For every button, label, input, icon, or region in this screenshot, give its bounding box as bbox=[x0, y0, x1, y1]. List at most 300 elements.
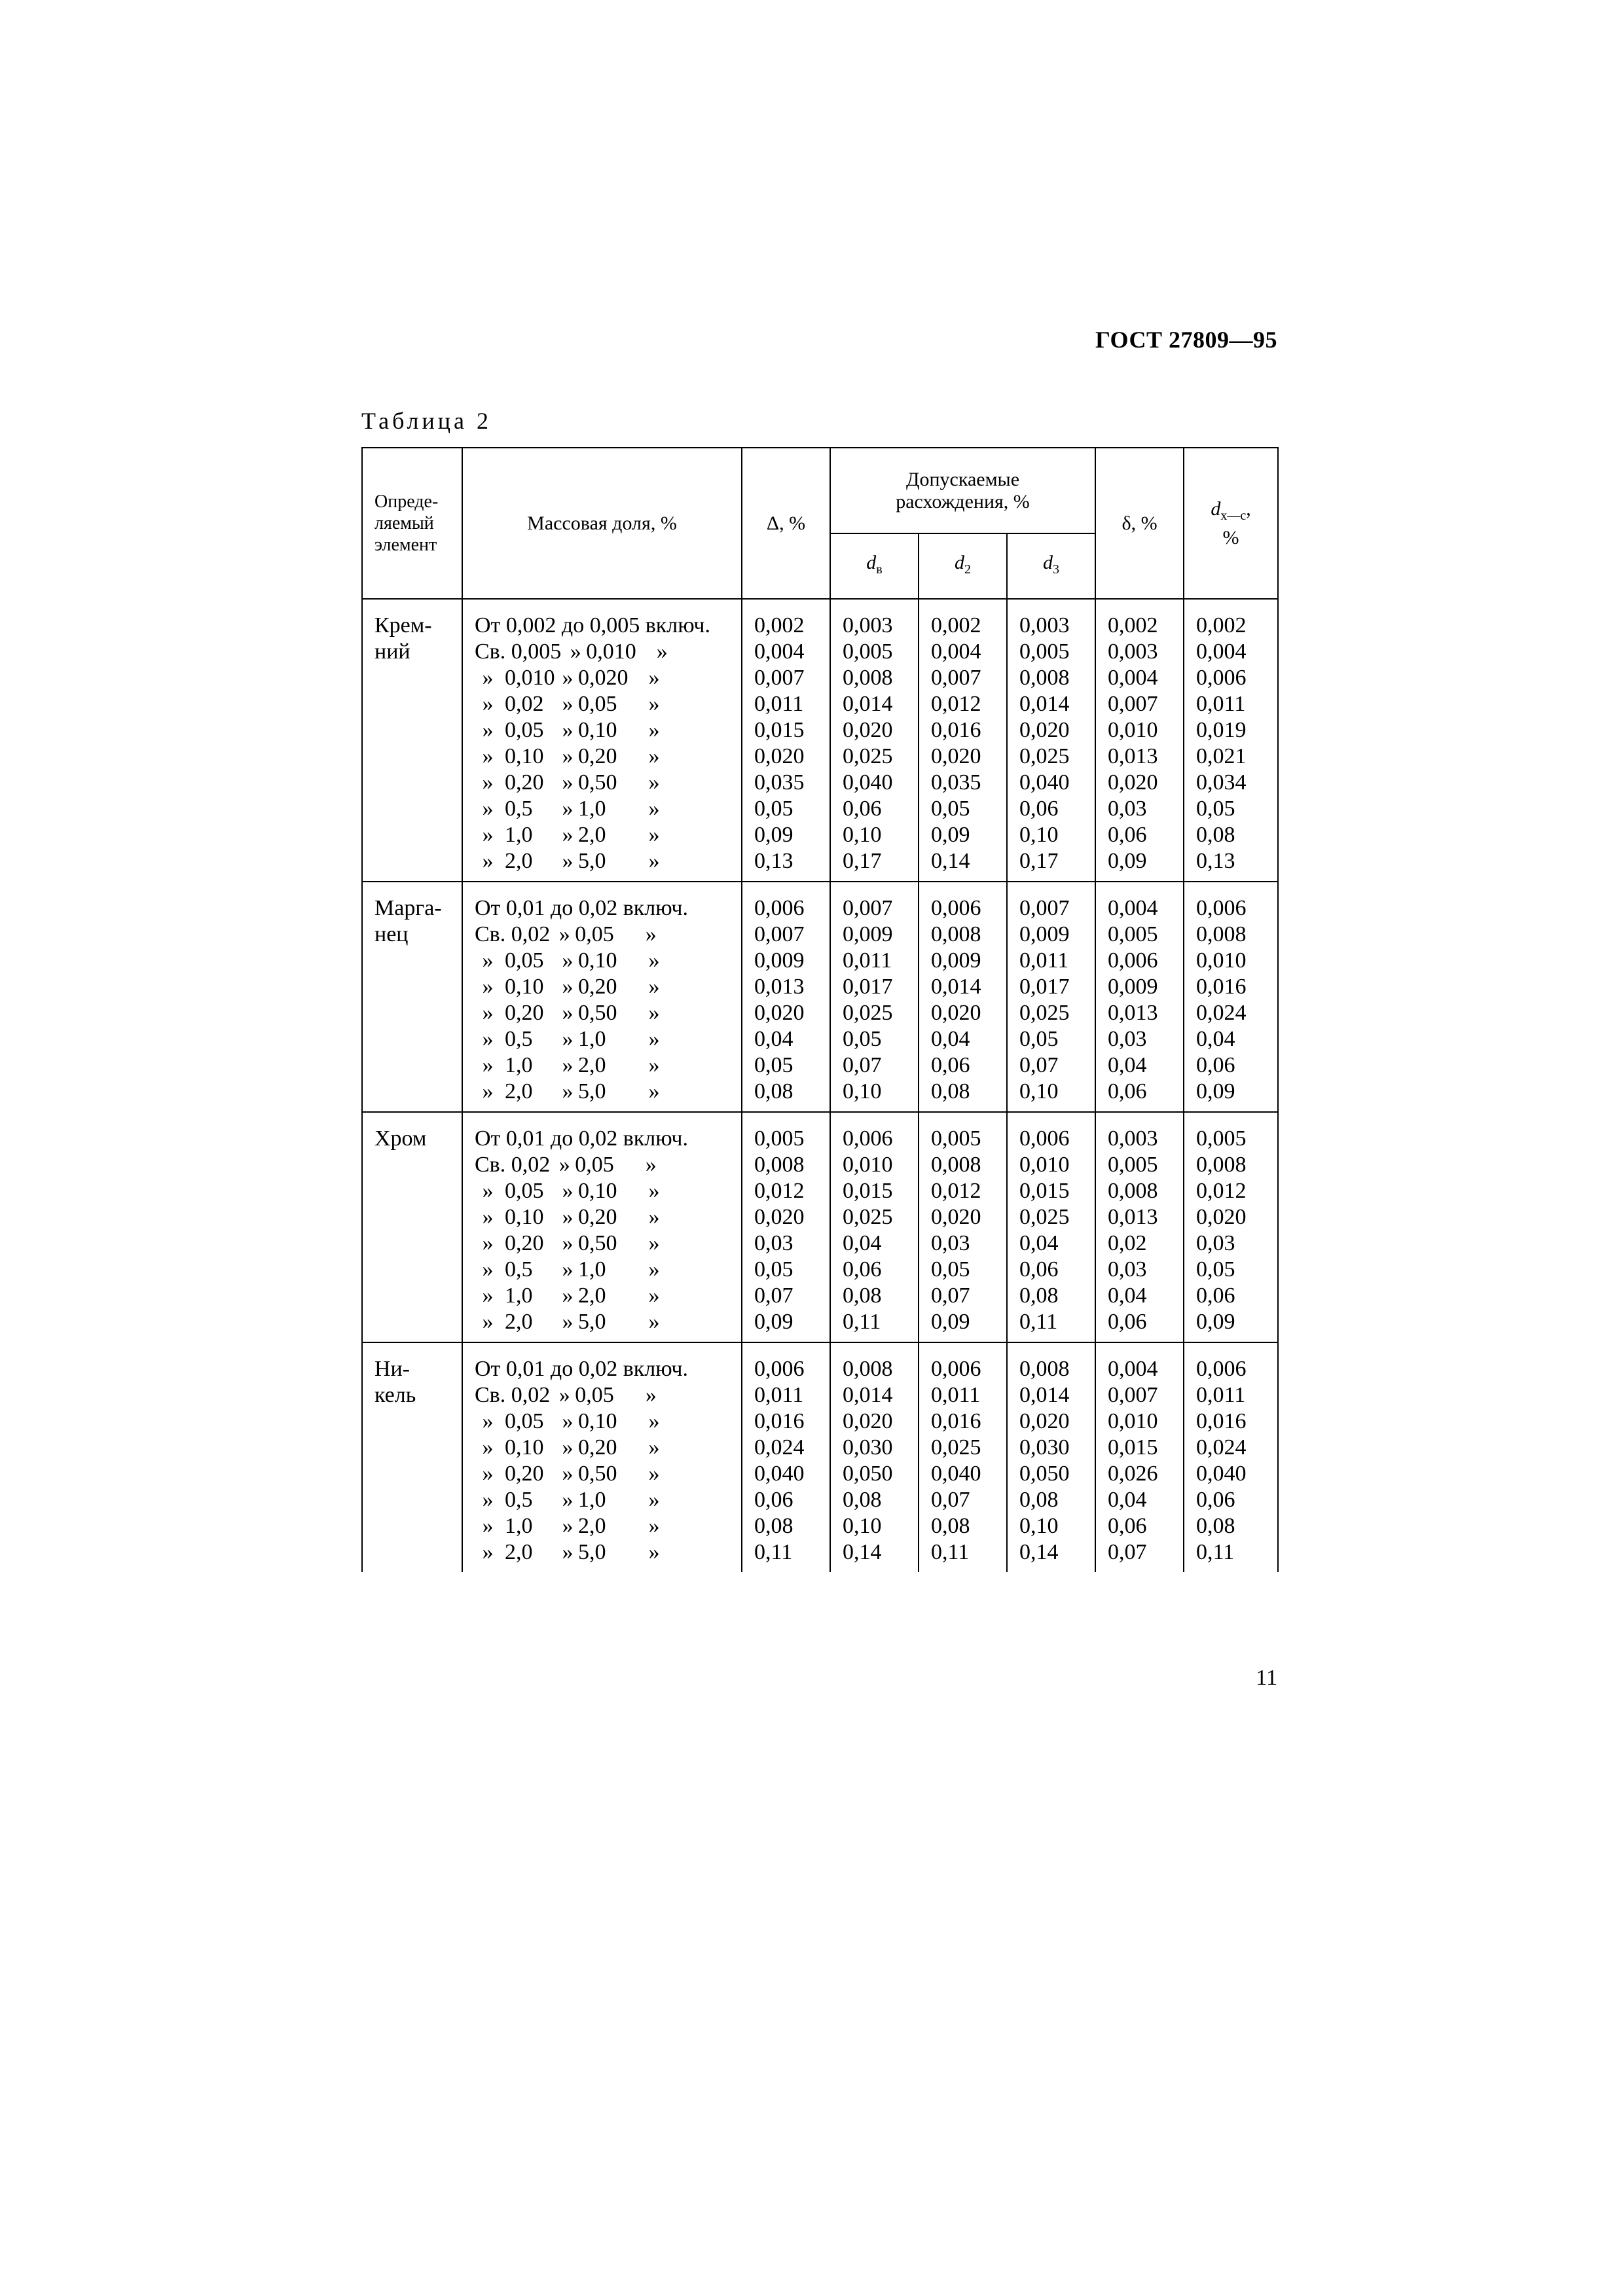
range-part: » bbox=[482, 1310, 494, 1334]
d2-value: 0,008 bbox=[931, 1153, 981, 1177]
dxc-value: 0,024 bbox=[1196, 1435, 1247, 1460]
d2-value: 0,016 bbox=[931, 1409, 981, 1433]
dxc-value: 0,010 bbox=[1196, 948, 1247, 973]
mass-fraction-range bbox=[463, 1178, 741, 1204]
dxc-value: 0,002 bbox=[1196, 613, 1247, 637]
element-name bbox=[362, 1342, 462, 1572]
d3-value: 0,040 bbox=[1019, 770, 1070, 795]
mass-fraction-range bbox=[463, 1204, 741, 1230]
range-part: » bbox=[482, 744, 494, 768]
range-part: 0,20 bbox=[578, 1205, 617, 1229]
mass-fraction-range bbox=[463, 1408, 741, 1435]
d2-value: 0,004 bbox=[931, 639, 981, 664]
range-part: » bbox=[562, 1231, 574, 1255]
db-value: 0,08 bbox=[843, 1488, 882, 1512]
range-part: » bbox=[562, 692, 574, 716]
d3-value: 0,009 bbox=[1019, 922, 1070, 946]
range-part: 0,50 bbox=[578, 1001, 617, 1025]
dxc-value: 0,011 bbox=[1196, 1383, 1246, 1407]
d2-value: 0,016 bbox=[931, 718, 981, 742]
delta-value: 0,035 bbox=[754, 770, 805, 795]
d2-value-column bbox=[919, 1342, 1007, 1572]
small-delta-value: 0,005 bbox=[1108, 922, 1158, 946]
delta-value: 0,006 bbox=[754, 896, 805, 920]
d3-value: 0,020 bbox=[1019, 1409, 1070, 1433]
dxc-value: 0,021 bbox=[1196, 744, 1247, 768]
d2-value: 0,012 bbox=[931, 1179, 981, 1203]
delta-value: 0,040 bbox=[754, 1462, 805, 1486]
delta-value-column bbox=[742, 882, 830, 1112]
range-part: » bbox=[482, 718, 494, 742]
element-group-row bbox=[362, 1112, 1278, 1342]
element-name-line: кель bbox=[374, 1383, 416, 1407]
db-value: 0,050 bbox=[843, 1462, 893, 1486]
delta-value: 0,015 bbox=[754, 718, 805, 742]
header-d2-var: d bbox=[955, 552, 964, 573]
element-name-line: ний bbox=[374, 639, 410, 664]
d2-value: 0,04 bbox=[931, 1027, 970, 1051]
range-part: 0,10 bbox=[505, 975, 544, 999]
delta-value: 0,09 bbox=[754, 823, 793, 847]
range-part: » bbox=[648, 1027, 660, 1051]
header-element bbox=[362, 448, 462, 599]
dxc-value: 0,006 bbox=[1196, 666, 1247, 690]
mass-fraction-range bbox=[463, 948, 741, 974]
db-value: 0,017 bbox=[843, 975, 893, 999]
d2-value: 0,11 bbox=[931, 1540, 970, 1564]
dxc-value: 0,034 bbox=[1196, 770, 1247, 795]
header-db-var: d bbox=[866, 552, 877, 573]
d3-value: 0,050 bbox=[1019, 1462, 1070, 1486]
d2-value: 0,09 bbox=[931, 1310, 970, 1334]
range-part: » bbox=[482, 975, 494, 999]
d2-value: 0,002 bbox=[931, 613, 981, 637]
delta-value: 0,13 bbox=[754, 849, 793, 873]
range-part: 0,5 bbox=[505, 1488, 533, 1512]
d2-value: 0,020 bbox=[931, 744, 981, 768]
range-part: 0,10 bbox=[578, 1179, 617, 1203]
d3-value: 0,08 bbox=[1019, 1283, 1059, 1308]
range-part: » bbox=[648, 1514, 660, 1538]
range-part: 0,5 bbox=[505, 797, 533, 821]
range-part: 5,0 bbox=[578, 1079, 606, 1103]
mass-fraction-range bbox=[463, 665, 741, 691]
db-value: 0,04 bbox=[843, 1231, 882, 1255]
element-name-line: Марга- bbox=[374, 896, 442, 920]
header-d3-var: d bbox=[1043, 552, 1053, 573]
dxc-value: 0,06 bbox=[1196, 1283, 1235, 1308]
d3-value-column bbox=[1007, 599, 1095, 882]
db-value: 0,014 bbox=[843, 692, 893, 716]
delta-value: 0,006 bbox=[754, 1357, 805, 1381]
range-part: » bbox=[558, 1383, 570, 1407]
element-name-line: Хром bbox=[374, 1126, 427, 1151]
d3-value: 0,017 bbox=[1019, 975, 1070, 999]
delta-value: 0,008 bbox=[754, 1153, 805, 1177]
mass-fraction-range bbox=[463, 895, 741, 922]
range-part: » bbox=[482, 1540, 494, 1564]
dxc-value-column bbox=[1184, 882, 1278, 1112]
element-name-line: нец bbox=[374, 922, 409, 946]
range-part: » bbox=[648, 1488, 660, 1512]
dxc-value: 0,05 bbox=[1196, 797, 1235, 821]
table-caption: Таблица 2 bbox=[361, 408, 492, 434]
range-part: » bbox=[482, 1283, 494, 1308]
header-dxc-sub: х—с bbox=[1220, 508, 1247, 523]
dxc-value: 0,008 bbox=[1196, 1153, 1247, 1177]
range-part: » bbox=[482, 1514, 494, 1538]
small-delta-value: 0,007 bbox=[1108, 692, 1158, 716]
range-part: » bbox=[562, 975, 574, 999]
delta-value: 0,020 bbox=[754, 744, 805, 768]
range-part: » bbox=[558, 1153, 570, 1177]
range-part: » bbox=[648, 1079, 660, 1103]
range-part: » bbox=[482, 666, 494, 690]
range-part: 0,05 bbox=[505, 1179, 544, 1203]
d3-value: 0,015 bbox=[1019, 1179, 1070, 1203]
range-part: » bbox=[562, 1257, 574, 1282]
db-value: 0,006 bbox=[843, 1126, 893, 1151]
range-part: 0,20 bbox=[505, 1001, 544, 1025]
delta-value: 0,020 bbox=[754, 1205, 805, 1229]
range-part: » bbox=[648, 1231, 660, 1255]
mass-fraction-range bbox=[463, 1126, 741, 1152]
dxc-value: 0,019 bbox=[1196, 718, 1247, 742]
dxc-value: 0,020 bbox=[1196, 1205, 1247, 1229]
range-part: 0,20 bbox=[578, 975, 617, 999]
range-part: От 0,01 до 0,02 включ. bbox=[475, 1357, 688, 1381]
delta-value-column bbox=[742, 1112, 830, 1342]
small-delta-value: 0,04 bbox=[1108, 1488, 1147, 1512]
delta-value: 0,002 bbox=[754, 613, 805, 637]
small-delta-value: 0,09 bbox=[1108, 849, 1147, 873]
range-part: » bbox=[482, 1409, 494, 1433]
d3-value: 0,025 bbox=[1019, 744, 1070, 768]
header-dxc-var: d bbox=[1211, 497, 1221, 520]
delta-value: 0,08 bbox=[754, 1079, 793, 1103]
range-part: 5,0 bbox=[578, 1540, 606, 1564]
mass-fraction-range bbox=[463, 796, 741, 822]
range-part: » bbox=[648, 797, 660, 821]
dxc-value: 0,016 bbox=[1196, 1409, 1247, 1433]
db-value-column bbox=[830, 599, 919, 882]
mass-fraction-ranges bbox=[462, 882, 742, 1112]
dxc-value: 0,06 bbox=[1196, 1488, 1235, 1512]
range-part: » bbox=[482, 849, 494, 873]
mass-fraction-range bbox=[463, 1309, 741, 1335]
mass-fraction-range bbox=[463, 1539, 741, 1566]
dxc-value: 0,11 bbox=[1196, 1540, 1235, 1564]
range-part: » bbox=[482, 1027, 494, 1051]
db-value: 0,008 bbox=[843, 666, 893, 690]
range-part: 0,02 bbox=[505, 692, 544, 716]
range-part: » bbox=[562, 1514, 574, 1538]
range-part: Св. 0,005 bbox=[475, 639, 562, 664]
d3-value: 0,014 bbox=[1019, 692, 1070, 716]
d3-value: 0,05 bbox=[1019, 1027, 1059, 1051]
header-element-line: Опреде- bbox=[374, 492, 439, 512]
d3-value: 0,10 bbox=[1019, 1514, 1059, 1538]
small-delta-value-column bbox=[1095, 882, 1184, 1112]
delta-value: 0,08 bbox=[754, 1514, 793, 1538]
range-part: 0,05 bbox=[575, 1383, 614, 1407]
small-delta-value: 0,002 bbox=[1108, 613, 1158, 637]
range-part: 2,0 bbox=[578, 1514, 606, 1538]
element-name bbox=[362, 1112, 462, 1342]
range-part: 1,0 bbox=[505, 1283, 533, 1308]
header-mass-fraction: Массовая доля, % bbox=[462, 448, 742, 599]
d3-value: 0,008 bbox=[1019, 666, 1070, 690]
range-part: » bbox=[648, 849, 660, 873]
db-value: 0,005 bbox=[843, 639, 893, 664]
range-part: 0,20 bbox=[505, 1231, 544, 1255]
dxc-value: 0,016 bbox=[1196, 975, 1247, 999]
d2-value: 0,006 bbox=[931, 896, 981, 920]
delta-value: 0,09 bbox=[754, 1310, 793, 1334]
small-delta-value: 0,07 bbox=[1108, 1540, 1147, 1564]
range-part: 0,5 bbox=[505, 1257, 533, 1282]
delta-value: 0,06 bbox=[754, 1488, 793, 1512]
small-delta-value: 0,006 bbox=[1108, 948, 1158, 973]
range-part: 1,0 bbox=[578, 1027, 606, 1051]
delta-value: 0,011 bbox=[754, 1383, 804, 1407]
delta-value: 0,05 bbox=[754, 1257, 793, 1282]
element-name bbox=[362, 599, 462, 882]
header-dxc-unit: % bbox=[1222, 526, 1239, 548]
d2-value: 0,05 bbox=[931, 1257, 970, 1282]
dxc-value: 0,040 bbox=[1196, 1462, 1247, 1486]
standard-designation: ГОСТ 27809—95 bbox=[1095, 327, 1277, 353]
range-part: 0,50 bbox=[578, 770, 617, 795]
mass-fraction-range bbox=[463, 770, 741, 796]
db-value: 0,10 bbox=[843, 823, 882, 847]
range-part: 0,5 bbox=[505, 1027, 533, 1051]
dxc-value-column bbox=[1184, 1342, 1278, 1572]
range-part: 2,0 bbox=[505, 1310, 533, 1334]
range-part: 2,0 bbox=[505, 1079, 533, 1103]
range-part: » bbox=[645, 922, 657, 946]
range-part: » bbox=[570, 639, 581, 664]
db-value: 0,008 bbox=[843, 1357, 893, 1381]
header-element-line: ляемый bbox=[374, 513, 434, 533]
d2-value: 0,020 bbox=[931, 1205, 981, 1229]
small-delta-value: 0,026 bbox=[1108, 1462, 1158, 1486]
d2-value: 0,020 bbox=[931, 1001, 981, 1025]
d2-value: 0,07 bbox=[931, 1488, 970, 1512]
d2-value: 0,007 bbox=[931, 666, 981, 690]
range-part: » bbox=[562, 1540, 574, 1564]
small-delta-value: 0,06 bbox=[1108, 1514, 1147, 1538]
delta-value: 0,04 bbox=[754, 1027, 793, 1051]
range-part: От 0,01 до 0,02 включ. bbox=[475, 1126, 688, 1151]
dxc-value: 0,05 bbox=[1196, 1257, 1235, 1282]
mass-fraction-range bbox=[463, 922, 741, 948]
mass-fraction-range bbox=[463, 1152, 741, 1178]
d2-value: 0,035 bbox=[931, 770, 981, 795]
d2-value: 0,005 bbox=[931, 1126, 981, 1151]
dxc-value: 0,06 bbox=[1196, 1053, 1235, 1077]
mass-fraction-ranges bbox=[462, 599, 742, 882]
db-value: 0,040 bbox=[843, 770, 893, 795]
mass-fraction-range bbox=[463, 1283, 741, 1309]
db-value: 0,014 bbox=[843, 1383, 893, 1407]
header-d2 bbox=[919, 533, 1007, 599]
header-d3 bbox=[1007, 533, 1095, 599]
range-part: 0,50 bbox=[578, 1462, 617, 1486]
d2-value: 0,05 bbox=[931, 797, 970, 821]
small-delta-value-column bbox=[1095, 599, 1184, 882]
d2-value: 0,08 bbox=[931, 1079, 970, 1103]
db-value: 0,14 bbox=[843, 1540, 882, 1564]
delta-value: 0,03 bbox=[754, 1231, 793, 1255]
db-value-column bbox=[830, 882, 919, 1112]
range-part: 2,0 bbox=[505, 1540, 533, 1564]
small-delta-value: 0,004 bbox=[1108, 1357, 1158, 1381]
range-part: » bbox=[482, 948, 494, 973]
dxc-value: 0,03 bbox=[1196, 1231, 1235, 1255]
dxc-value-column bbox=[1184, 599, 1278, 882]
db-value: 0,007 bbox=[843, 896, 893, 920]
range-part: » bbox=[645, 1383, 657, 1407]
d2-value-column bbox=[919, 599, 1007, 882]
db-value: 0,003 bbox=[843, 613, 893, 637]
range-part: » bbox=[648, 1435, 660, 1460]
delta-value: 0,024 bbox=[754, 1435, 805, 1460]
mass-fraction-range bbox=[463, 822, 741, 848]
db-value: 0,020 bbox=[843, 1409, 893, 1433]
delta-value: 0,016 bbox=[754, 1409, 805, 1433]
range-part: 0,10 bbox=[505, 1205, 544, 1229]
small-delta-value: 0,04 bbox=[1108, 1283, 1147, 1308]
small-delta-value: 0,004 bbox=[1108, 666, 1158, 690]
range-part: » bbox=[648, 1053, 660, 1077]
range-part: » bbox=[562, 744, 574, 768]
range-part: » bbox=[482, 1053, 494, 1077]
d3-value-column bbox=[1007, 1342, 1095, 1572]
small-delta-value: 0,013 bbox=[1108, 1205, 1158, 1229]
small-delta-value: 0,003 bbox=[1108, 639, 1158, 664]
db-value-column bbox=[830, 1342, 919, 1572]
d3-value: 0,07 bbox=[1019, 1053, 1059, 1077]
d2-value: 0,08 bbox=[931, 1514, 970, 1538]
delta-value-column bbox=[742, 1342, 830, 1572]
header-db-sub: в bbox=[876, 562, 883, 577]
range-part: Св. 0,02 bbox=[475, 922, 551, 946]
d3-value: 0,06 bbox=[1019, 797, 1059, 821]
small-delta-value: 0,06 bbox=[1108, 1310, 1147, 1334]
db-value: 0,010 bbox=[843, 1153, 893, 1177]
range-part: » bbox=[482, 797, 494, 821]
range-part: Св. 0,02 bbox=[475, 1383, 551, 1407]
tolerance-table bbox=[361, 447, 1279, 1572]
d3-value: 0,005 bbox=[1019, 639, 1070, 664]
mass-fraction-range bbox=[463, 1435, 741, 1461]
element-name-line: Ни- bbox=[374, 1357, 410, 1381]
d3-value: 0,04 bbox=[1019, 1231, 1059, 1255]
range-part: » bbox=[648, 718, 660, 742]
d3-value: 0,025 bbox=[1019, 1001, 1070, 1025]
mass-fraction-ranges bbox=[462, 1112, 742, 1342]
range-part: » bbox=[562, 1179, 574, 1203]
range-part: » bbox=[648, 1310, 660, 1334]
dxc-value: 0,012 bbox=[1196, 1179, 1247, 1203]
d3-value: 0,011 bbox=[1019, 948, 1069, 973]
range-part: От 0,01 до 0,02 включ. bbox=[475, 896, 688, 920]
d3-value: 0,003 bbox=[1019, 613, 1070, 637]
d3-value: 0,06 bbox=[1019, 1257, 1059, 1282]
header-delta: Δ, % bbox=[742, 448, 830, 599]
header-d2-sub: 2 bbox=[964, 562, 971, 577]
range-part: 1,0 bbox=[578, 1488, 606, 1512]
d2-value: 0,07 bbox=[931, 1283, 970, 1308]
db-value: 0,020 bbox=[843, 718, 893, 742]
header-small-delta: δ, % bbox=[1095, 448, 1184, 599]
d3-value: 0,030 bbox=[1019, 1435, 1070, 1460]
d2-value: 0,040 bbox=[931, 1462, 981, 1486]
d2-value: 0,012 bbox=[931, 692, 981, 716]
db-value: 0,025 bbox=[843, 1205, 893, 1229]
db-value: 0,030 bbox=[843, 1435, 893, 1460]
range-part: » bbox=[645, 1153, 657, 1177]
dxc-value: 0,005 bbox=[1196, 1126, 1247, 1151]
small-delta-value: 0,02 bbox=[1108, 1231, 1147, 1255]
d2-value: 0,025 bbox=[931, 1435, 981, 1460]
small-delta-value: 0,04 bbox=[1108, 1053, 1147, 1077]
header-allowed bbox=[830, 448, 1095, 533]
d3-value: 0,014 bbox=[1019, 1383, 1070, 1407]
d2-value-column bbox=[919, 882, 1007, 1112]
dxc-value: 0,024 bbox=[1196, 1001, 1247, 1025]
small-delta-value: 0,03 bbox=[1108, 797, 1147, 821]
header-allowed-line: расхождения, % bbox=[896, 490, 1030, 512]
range-part: » bbox=[648, 975, 660, 999]
range-part: 0,10 bbox=[505, 744, 544, 768]
element-name-line: Крем- bbox=[374, 613, 432, 637]
mass-fraction-range bbox=[463, 974, 741, 1000]
range-part: » bbox=[562, 948, 574, 973]
dxc-value: 0,04 bbox=[1196, 1027, 1235, 1051]
db-value: 0,025 bbox=[843, 1001, 893, 1025]
small-delta-value: 0,005 bbox=[1108, 1153, 1158, 1177]
table-body bbox=[362, 599, 1278, 1572]
mass-fraction-range bbox=[463, 717, 741, 744]
range-part: » bbox=[648, 692, 660, 716]
small-delta-value: 0,06 bbox=[1108, 1079, 1147, 1103]
small-delta-value: 0,010 bbox=[1108, 718, 1158, 742]
dxc-value: 0,006 bbox=[1196, 1357, 1247, 1381]
mass-fraction-range bbox=[463, 1000, 741, 1026]
range-part: 0,05 bbox=[505, 1409, 544, 1433]
range-part: » bbox=[562, 797, 574, 821]
range-part: 5,0 bbox=[578, 1310, 606, 1334]
d3-value: 0,10 bbox=[1019, 823, 1059, 847]
range-part: Св. 0,02 bbox=[475, 1153, 551, 1177]
range-part: 1,0 bbox=[505, 1514, 533, 1538]
range-part: » bbox=[482, 1079, 494, 1103]
mass-fraction-range bbox=[463, 1487, 741, 1513]
range-part: 0,05 bbox=[505, 718, 544, 742]
small-delta-value: 0,015 bbox=[1108, 1435, 1158, 1460]
d3-value: 0,020 bbox=[1019, 718, 1070, 742]
small-delta-value: 0,03 bbox=[1108, 1027, 1147, 1051]
mass-fraction-range bbox=[463, 1052, 741, 1079]
db-value: 0,08 bbox=[843, 1283, 882, 1308]
range-part: » bbox=[562, 1435, 574, 1460]
d2-value: 0,06 bbox=[931, 1053, 970, 1077]
range-part: » bbox=[562, 718, 574, 742]
small-delta-value: 0,03 bbox=[1108, 1257, 1147, 1282]
range-part: 0,20 bbox=[578, 1435, 617, 1460]
